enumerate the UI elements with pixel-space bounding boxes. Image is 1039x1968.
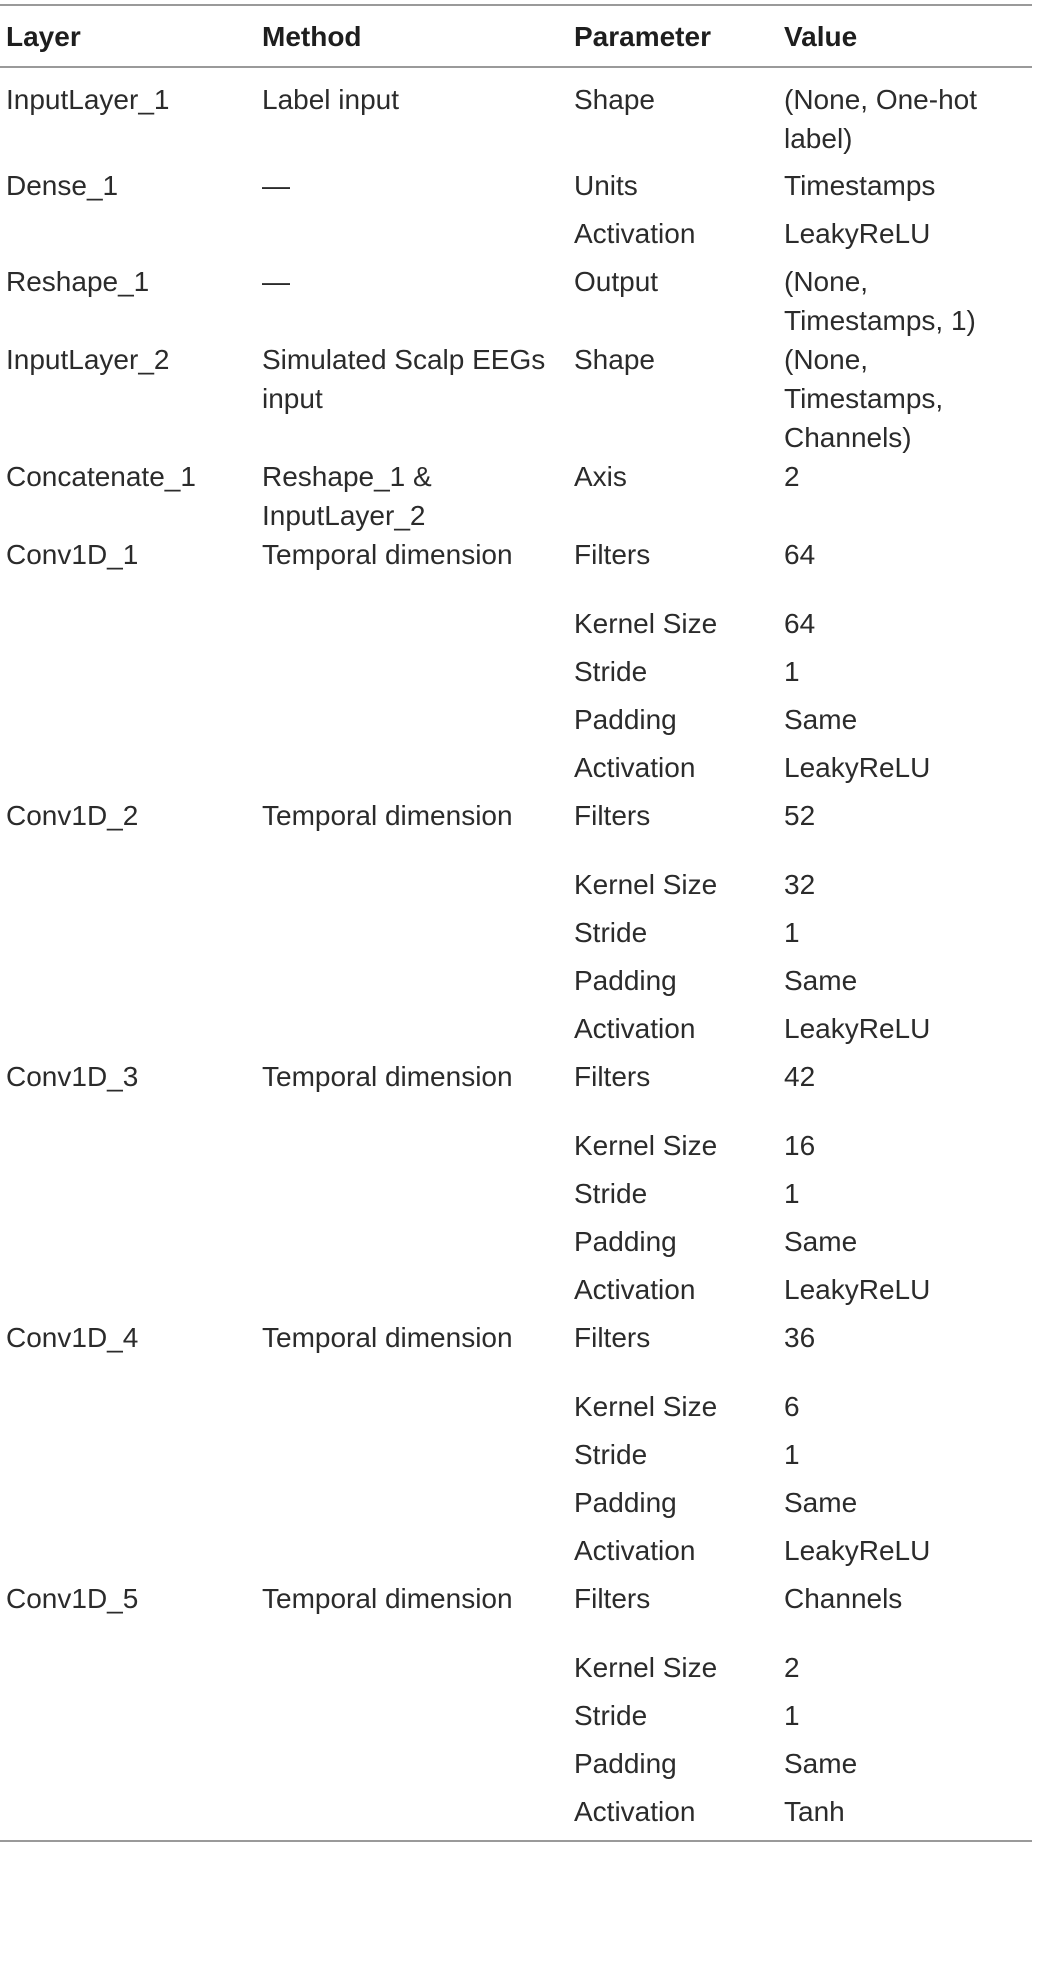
cell-parameter: Padding xyxy=(574,965,677,996)
cell-value: LeakyReLU xyxy=(784,752,931,783)
cell-parameter: Activation xyxy=(574,1274,696,1305)
cell-value: 1 xyxy=(784,917,800,948)
cell-parameter: Filters xyxy=(574,1322,651,1353)
cell-method xyxy=(256,1648,568,1696)
table-row xyxy=(0,796,1032,865)
table-body xyxy=(0,67,1032,1841)
cell-parameter: Stride xyxy=(574,917,648,948)
cell-layer xyxy=(0,1222,256,1270)
cell-value: Tanh xyxy=(778,1792,1032,1841)
cell-value: 6 xyxy=(784,1391,800,1422)
table-row xyxy=(0,1531,1032,1579)
cell-value: 1 xyxy=(784,656,800,687)
table-row xyxy=(0,262,1032,340)
table-row xyxy=(0,652,1032,700)
cell-layer xyxy=(0,1387,256,1435)
cell-parameter: Stride xyxy=(574,1439,648,1470)
header-row xyxy=(0,5,1032,67)
cell-parameter: Shape xyxy=(574,344,655,375)
table-row xyxy=(0,1222,1032,1270)
table-row xyxy=(0,1174,1032,1222)
cell-layer xyxy=(0,1483,256,1531)
cell-value: (None, Timestamps, Channels) xyxy=(784,344,944,453)
cell-value: 32 xyxy=(784,869,816,900)
cell-parameter: Stride xyxy=(574,1700,648,1731)
cell-layer xyxy=(0,865,256,913)
cell-value: Same xyxy=(784,965,858,996)
table-row xyxy=(0,535,1032,604)
cell-method xyxy=(256,700,568,748)
table-row xyxy=(0,1387,1032,1435)
cell-value: Same xyxy=(784,704,858,735)
table-row xyxy=(0,961,1032,1009)
cell-method xyxy=(256,961,568,1009)
table-header xyxy=(0,5,1032,67)
cell-parameter: Shape xyxy=(574,84,655,115)
cell-value: 64 xyxy=(784,608,816,639)
cell-value: 64 xyxy=(784,539,816,570)
table-row xyxy=(0,1435,1032,1483)
cell-parameter: Padding xyxy=(574,704,677,735)
cell-layer: InputLayer_2 xyxy=(6,344,170,375)
cell-method xyxy=(256,1744,568,1792)
cell-method: Reshape_1 & InputLayer_2 xyxy=(262,461,432,531)
cell-value: 2 xyxy=(784,1652,800,1683)
cell-method xyxy=(256,1009,568,1057)
table-row xyxy=(0,700,1032,748)
cell-layer xyxy=(0,1792,256,1841)
cell-method xyxy=(256,1696,568,1744)
cell-parameter: Output xyxy=(574,266,659,297)
cell-method: Temporal dimension xyxy=(262,1583,513,1614)
cell-layer xyxy=(0,214,256,262)
header-value: Value xyxy=(784,21,858,52)
cell-parameter: Kernel Size xyxy=(574,869,718,900)
header-layer: Layer xyxy=(6,21,81,52)
cell-layer xyxy=(0,1696,256,1744)
table-row xyxy=(0,166,1032,214)
table-row xyxy=(0,1270,1032,1318)
table-row xyxy=(0,1696,1032,1744)
cell-layer xyxy=(0,652,256,700)
cell-layer xyxy=(0,748,256,796)
cell-layer: Reshape_1 xyxy=(6,266,150,297)
cell-method xyxy=(256,214,568,262)
cell-method: — xyxy=(262,266,290,297)
header-parameter: Parameter xyxy=(574,21,711,52)
table-row xyxy=(0,1744,1032,1792)
cell-method xyxy=(256,1222,568,1270)
cell-value: 36 xyxy=(784,1322,816,1353)
cell-method: Label input xyxy=(262,84,400,115)
cell-value: (None, Timestamps, 1) xyxy=(784,266,976,336)
cell-parameter: Activation xyxy=(568,1792,778,1841)
cell-method xyxy=(256,1387,568,1435)
cell-method xyxy=(256,748,568,796)
cell-parameter: Stride xyxy=(574,1178,648,1209)
table-row xyxy=(0,1318,1032,1387)
cell-value: LeakyReLU xyxy=(784,1274,931,1305)
cell-value: 1 xyxy=(784,1700,800,1731)
cell-method: Temporal dimension xyxy=(262,1061,513,1092)
cell-value: Same xyxy=(784,1226,858,1257)
cell-parameter: Filters xyxy=(574,1061,651,1092)
cell-method: Temporal dimension xyxy=(262,1322,513,1353)
cell-method xyxy=(256,913,568,961)
table-row xyxy=(0,1579,1032,1648)
cell-layer: Conv1D_1 xyxy=(6,539,139,570)
table-row xyxy=(0,1009,1032,1057)
cell-parameter: Filters xyxy=(574,539,651,570)
cell-parameter: Padding xyxy=(574,1748,677,1779)
cell-value: 42 xyxy=(784,1061,816,1092)
cell-parameter: Activation xyxy=(574,1535,696,1566)
cell-layer xyxy=(0,1174,256,1222)
cell-layer: Dense_1 xyxy=(6,170,119,201)
cell-layer: Conv1D_3 xyxy=(6,1061,139,1092)
table-row xyxy=(0,1483,1032,1531)
table-row xyxy=(0,67,1032,166)
table-row xyxy=(0,457,1032,535)
cell-value: Timestamps xyxy=(784,170,936,201)
cell-parameter: Kernel Size xyxy=(574,608,718,639)
cell-parameter: Kernel Size xyxy=(574,1130,718,1161)
cell-layer: Conv1D_5 xyxy=(6,1583,139,1614)
cell-value: 52 xyxy=(784,800,816,831)
cell-method xyxy=(256,1483,568,1531)
cell-method xyxy=(256,1531,568,1579)
cell-value: (None, One-hot label) xyxy=(784,84,977,154)
cell-layer: InputLayer_1 xyxy=(6,84,170,115)
cell-parameter: Activation xyxy=(574,752,696,783)
cell-method xyxy=(256,1270,568,1318)
cell-parameter: Padding xyxy=(574,1487,677,1518)
cell-value: Same xyxy=(784,1748,858,1779)
header-method: Method xyxy=(262,21,362,52)
cell-parameter: Activation xyxy=(574,218,696,249)
cell-layer xyxy=(0,913,256,961)
cell-parameter: Filters xyxy=(574,1583,651,1614)
cell-method: Simulated Scalp EEGs input xyxy=(262,344,546,414)
cell-parameter: Padding xyxy=(574,1226,677,1257)
cell-layer xyxy=(0,700,256,748)
cell-value: Channels xyxy=(784,1583,903,1614)
cell-value: 1 xyxy=(784,1439,800,1470)
table-row xyxy=(0,865,1032,913)
cell-value: 16 xyxy=(784,1130,816,1161)
cell-method xyxy=(256,1435,568,1483)
cell-parameter: Filters xyxy=(574,800,651,831)
cell-parameter: Units xyxy=(574,170,638,201)
table-row xyxy=(0,214,1032,262)
cell-layer xyxy=(0,1435,256,1483)
cell-value: LeakyReLU xyxy=(784,1013,931,1044)
cell-layer: Concatenate_1 xyxy=(6,461,196,492)
cell-parameter: Activation xyxy=(574,1013,696,1044)
cell-parameter: Kernel Size xyxy=(574,1391,718,1422)
cell-value: 2 xyxy=(784,461,800,492)
table-row xyxy=(0,1126,1032,1174)
cell-method xyxy=(256,865,568,913)
table-row xyxy=(0,1057,1032,1126)
table-row xyxy=(0,340,1032,457)
table-row xyxy=(0,748,1032,796)
cell-method: Temporal dimension xyxy=(262,800,513,831)
cell-layer xyxy=(0,1744,256,1792)
cell-method xyxy=(256,1174,568,1222)
cell-method: Temporal dimension xyxy=(262,539,513,570)
cell-layer xyxy=(0,961,256,1009)
cell-layer xyxy=(0,1531,256,1579)
cell-parameter: Stride xyxy=(574,656,648,687)
cell-layer xyxy=(0,1009,256,1057)
cell-value: 1 xyxy=(784,1178,800,1209)
cell-method xyxy=(256,604,568,652)
cell-layer xyxy=(0,1126,256,1174)
table-row xyxy=(0,913,1032,961)
cell-value: Same xyxy=(784,1487,858,1518)
cell-value: LeakyReLU xyxy=(784,1535,931,1566)
cell-layer: Conv1D_4 xyxy=(6,1322,139,1353)
cell-layer xyxy=(0,1648,256,1696)
cell-method xyxy=(256,652,568,700)
cell-layer xyxy=(0,604,256,652)
cell-parameter: Axis xyxy=(574,461,627,492)
cell-layer xyxy=(0,1270,256,1318)
cell-value: LeakyReLU xyxy=(784,218,931,249)
network-architecture-table xyxy=(0,4,1032,1842)
cell-method xyxy=(256,1792,568,1841)
cell-method: — xyxy=(262,170,290,201)
table-row xyxy=(0,1648,1032,1696)
table-row xyxy=(0,604,1032,652)
cell-parameter: Kernel Size xyxy=(574,1652,718,1683)
cell-layer: Conv1D_2 xyxy=(6,800,139,831)
cell-method xyxy=(256,1126,568,1174)
table-row xyxy=(0,1792,1032,1841)
